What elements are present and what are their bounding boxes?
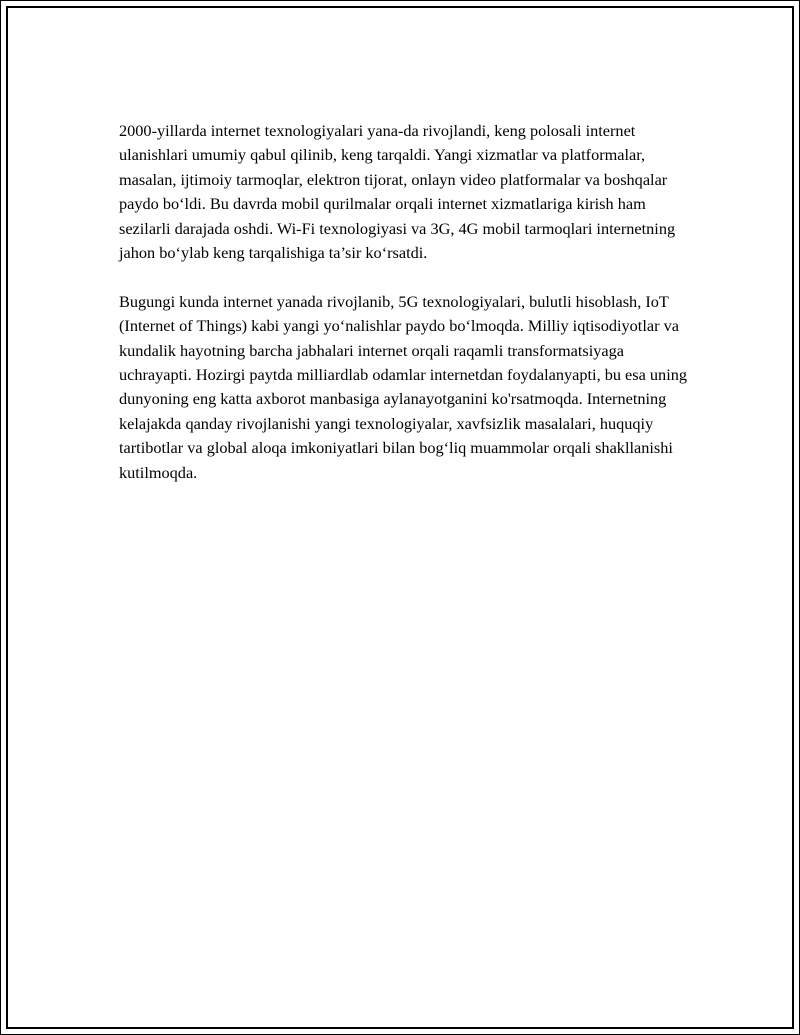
paragraph-1: 2000-yillarda internet texnologiyalari yana-da rivojlandi, keng polosali internet ulanishlari umumiy qabul qilinib, keng tarqaldi. Yangi xizmatlar va platformalar, masalan, ijtimoiy tarmoqlar, elektron tijorat, onlayn video platformalar va boshqalar paydo bo‘ldi. Bu davrda mobil qurilmalar orqali internet xizmatlariga kirish ham sezilarli darajada oshdi. Wi-Fi texnologiyasi va 3G, 4G mobil tarmoqlari internetning jahon bo‘ylab keng tarqalishiga ta’sir ko‘rsatdi. <box>119 121 676 263</box>
document-body <box>119 119 693 509</box>
paragraph-2: Bugungi kunda internet yanada rivojlanib, 5G texnologiyalari, bulutli hisoblash, IoT (Internet of Things) kabi yangi yo‘nalishlar paydo bo‘lmoqda. Milliy iqtisodiyotlar va kundalik hayotning barcha jabhalari internet orqali raqamli transformatsiyaga uchrayapti. Hozirgi paytda milliardlab odamlar internetdan foydalanyapti, bu esa uning dunyoning eng katta axborot manbasiga aylanayotganini ko'rsatmoqda. Internetning kelajakda qanday rivojlanishi yangi texnologiyalar, xavfsizlik masalalari, huquqiy tartibotlar va global aloqa imkoniyatlari bilan bog‘liq muammolar orqali shakllanishi kutilmoqda. <box>119 291 688 482</box>
